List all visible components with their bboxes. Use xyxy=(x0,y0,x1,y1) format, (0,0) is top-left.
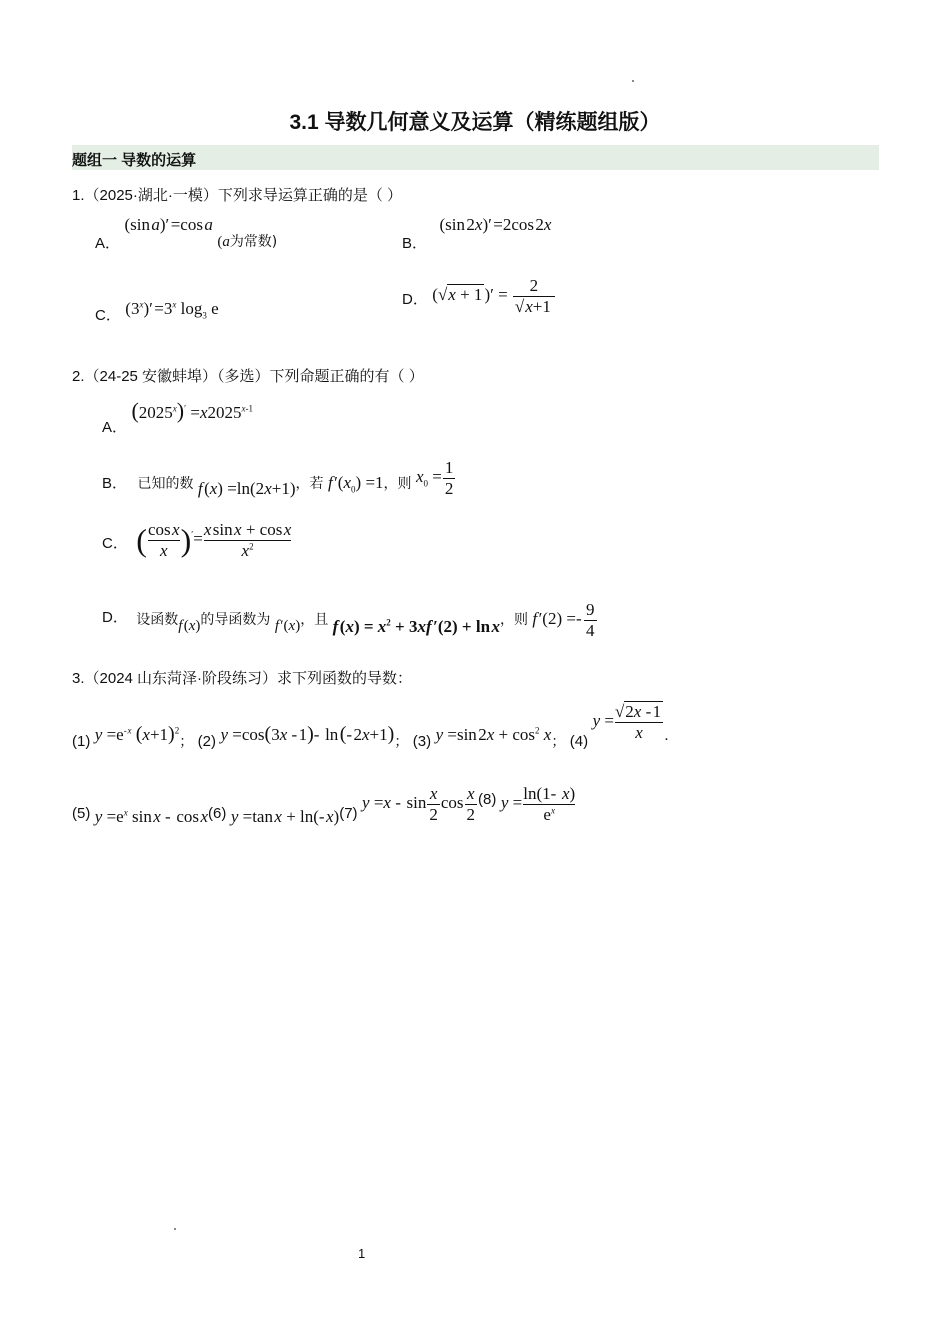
q3-part-4-label: (4) xyxy=(569,732,589,750)
q2-option-b-result: $x_0$ = $\frac{1}{2}$ xyxy=(415,458,454,498)
q3-part-6-formula: y =tan x + ln(- x) xyxy=(230,806,340,826)
page-title: 3.1 导数几何意义及运算（精练题组版） xyxy=(289,111,661,134)
q2-option-b-condition: f $'(x_0) =1$ xyxy=(327,472,384,495)
q1-option-a-formula: (sin a)′ =cos a xyxy=(124,215,213,234)
q2-option-d-label: D． xyxy=(102,608,128,626)
q3-part-2-label: (2) xyxy=(197,732,217,750)
q2-option-b-function: f (x) =ln(2x+1) xyxy=(197,478,296,498)
q1-option-d-label: D． xyxy=(402,290,428,308)
q3-part-3-formula: y =sin $2x + \cos^2 x$ xyxy=(435,724,552,744)
q3-stem: 3.（2024 山东菏泽·阶段练习）求下列函数的导数： xyxy=(72,670,413,687)
decor-dot xyxy=(174,1228,176,1230)
q1-option-b-formula: (sin 2x)′ =2cos 2x xyxy=(439,215,552,234)
q3-part-1-label: (1) xyxy=(72,732,91,750)
q2-option-b: B． 已知的数 f (x) =ln(2x+1)，若 f $'(x_0) =1$，则 $x_0$ = $\frac{1}{2}$ xyxy=(102,458,456,498)
q3-part-8-label: (8) xyxy=(478,790,497,808)
q2-option-d-result: f ′(2) =- $\frac{9}{4}$ xyxy=(532,600,595,640)
q1-option-d xyxy=(402,276,556,316)
q2-option-a-formula: $(2025^x)' =x2025^{x-1}$ xyxy=(131,398,253,423)
q1-stem: 1.（2025·湖北·一模）下列求导运算正确的是（ ） xyxy=(72,187,403,204)
q3-part-1-formula: $y =e^{- x}$ $(x+1)^2$ xyxy=(94,722,180,745)
q1-option-b-label: B． xyxy=(402,235,428,252)
q3-part-7-label: (7) xyxy=(339,804,358,822)
q1-option-b xyxy=(402,214,552,252)
q2-option-a-label: A． xyxy=(102,419,128,436)
q3-part-6-label: (6) xyxy=(208,804,227,822)
q2-option-d-function: f (x) xyxy=(178,617,201,634)
q1-option-c-formula: $(3^x)'$ $=3^x$ $\log_3 e$ xyxy=(125,299,219,321)
q3-row-1: (1) $y =e^{- x}$ $(x+1)^2$； (2) y =cos(3x - 1)- ln (- 2x+1)； (3) y =sin $2x + \cos^2 x$； (4) y = $\frac{√2x - 1}{x}$ . xyxy=(72,702,669,750)
q2-option-c-formula: ( $\frac{\text{cos x}}{x}$ )′= $\frac{\text{x sin x + cos x}}{x^2}$ xyxy=(136,520,292,560)
q2-option-c-label: C． xyxy=(102,534,128,552)
decor-dot xyxy=(632,80,634,82)
q2-option-b-label: B． xyxy=(102,474,128,492)
q3-part-7-formula: y =x - sin $\frac{x}{2}$ cos $\frac{x}{2}$ xyxy=(362,784,476,824)
q2-option-c xyxy=(102,520,292,560)
q3-part-2-formula: y =cos(3x - 1)- ln (- 2x+1) xyxy=(220,722,395,745)
q3-part-5-formula: $y =e^x$ sin x - cos x xyxy=(94,806,209,826)
q2-stem: 2.（24-25 安徽蚌埠）（多选）下列命题正确的有（ ） xyxy=(72,368,424,385)
q3-part-3-label: (3) xyxy=(412,732,432,750)
q1-option-a xyxy=(95,214,278,252)
q2-option-d-equation: f $(x) = x^2 + 3xf$ ′(2) + ln x xyxy=(332,616,500,636)
q1-option-c-label: C． xyxy=(95,307,121,324)
q1-option-a-label: A． xyxy=(95,235,121,252)
q2-option-d: D． 设函数f (x)的导函数为 f ′(x)，且 f $(x) = x^2 + 3xf$ ′(2) + ln x，则 f ′(2) =- $\frac{9}{4}$ xyxy=(102,600,598,640)
q3-part-5-label: (5) xyxy=(72,804,91,822)
q3-part-4-formula: y = $\frac{√2x - 1}{x}$ xyxy=(592,702,662,742)
section-header: 题组一 导数的运算 xyxy=(72,152,197,169)
q1-option-d-formula: (√x + 1 )′ = $\frac{2}{√x+1}$ xyxy=(432,285,556,304)
q1-option-a-note: (a为常数) xyxy=(217,234,278,250)
q2-option-d-derivative: f ′(x) xyxy=(274,617,301,634)
q2-option-a xyxy=(102,398,253,436)
q3-row-2 xyxy=(72,784,576,824)
page-number: 1 xyxy=(358,1246,366,1261)
q3-part-8-formula: y = $\frac{\ln(1- x)}{e^x}$ xyxy=(500,784,576,824)
q1-option-c xyxy=(95,298,219,324)
